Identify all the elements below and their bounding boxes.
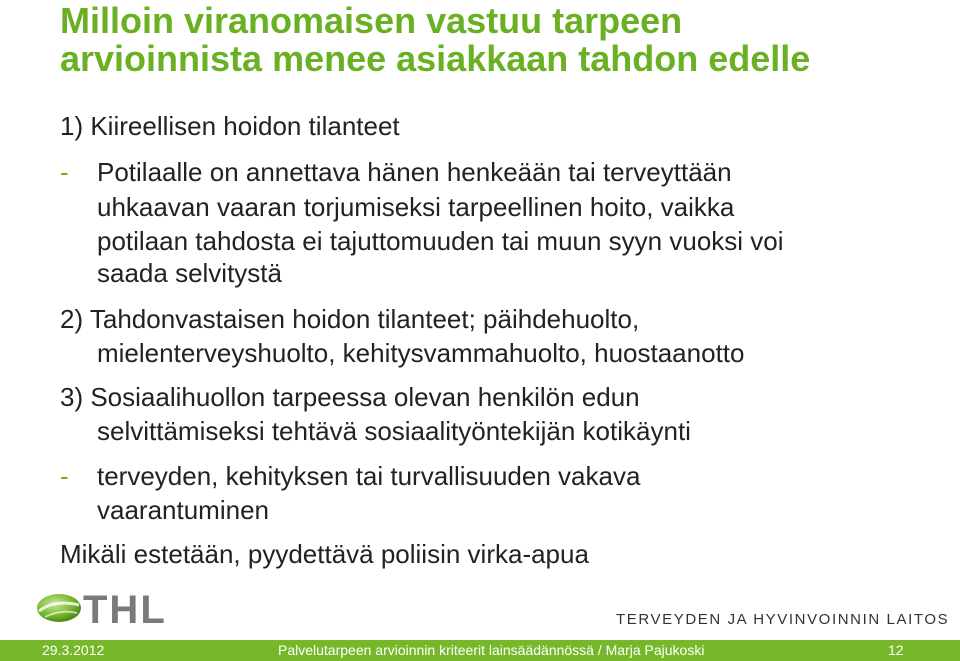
- page-number: 12: [888, 642, 904, 658]
- bullet-2-line: terveyden, kehityksen tai turvallisuuden vakava: [97, 461, 641, 491]
- footer-date: 29.3.2012: [42, 642, 105, 658]
- title-line-1: Milloin viranomaisen vastuu tarpeen: [60, 0, 683, 41]
- item-1: 1) Kiireellisen hoidon tilanteet: [60, 111, 400, 141]
- bullet-dash: -: [60, 461, 69, 491]
- bullet-2-line: vaarantuminen: [97, 495, 269, 525]
- title-line-2: arvioinnista menee asiakkaan tahdon edelle: [60, 38, 811, 79]
- footer-bar: [0, 640, 960, 661]
- item-3-line: selvittämiseksi tehtävä sosiaalityöntekijän kotikäynti: [97, 416, 691, 446]
- closing-line: Mikäli estetään, pyydettävä poliisin virka-apua: [60, 539, 589, 569]
- logo-text: THL: [83, 588, 167, 632]
- bullet-1-line: saada selvitystä: [97, 258, 282, 288]
- footer-text: Palvelutarpeen arvioinnin kriteerit lainsäädännössä / Marja Pajukoski: [278, 642, 705, 658]
- bullet-1-line: uhkaavan vaaran torjumiseksi tarpeellinen hoito, vaikka: [97, 192, 735, 222]
- bullet-dash: -: [60, 157, 69, 187]
- slide-body: [60, 0, 940, 600]
- bullet-1-line: Potilaalle on annettava hänen henkeään tai terveyttään: [97, 157, 732, 187]
- bullet-1-line: potilaan tahdosta ei tajuttomuuden tai muun syyn vuoksi voi: [97, 226, 784, 256]
- item-2-line: mielenterveyshuolto, kehitysvammahuolto, huostaanotto: [97, 338, 745, 368]
- item-3-line: 3) Sosiaalihuollon tarpeessa olevan henkilön edun: [60, 382, 640, 412]
- item-2-line: 2) Tahdonvastaisen hoidon tilanteet; päihdehuolto,: [60, 304, 640, 334]
- organization-tagline: TERVEYDEN JA HYVINVOINNIN LAITOS: [616, 611, 950, 628]
